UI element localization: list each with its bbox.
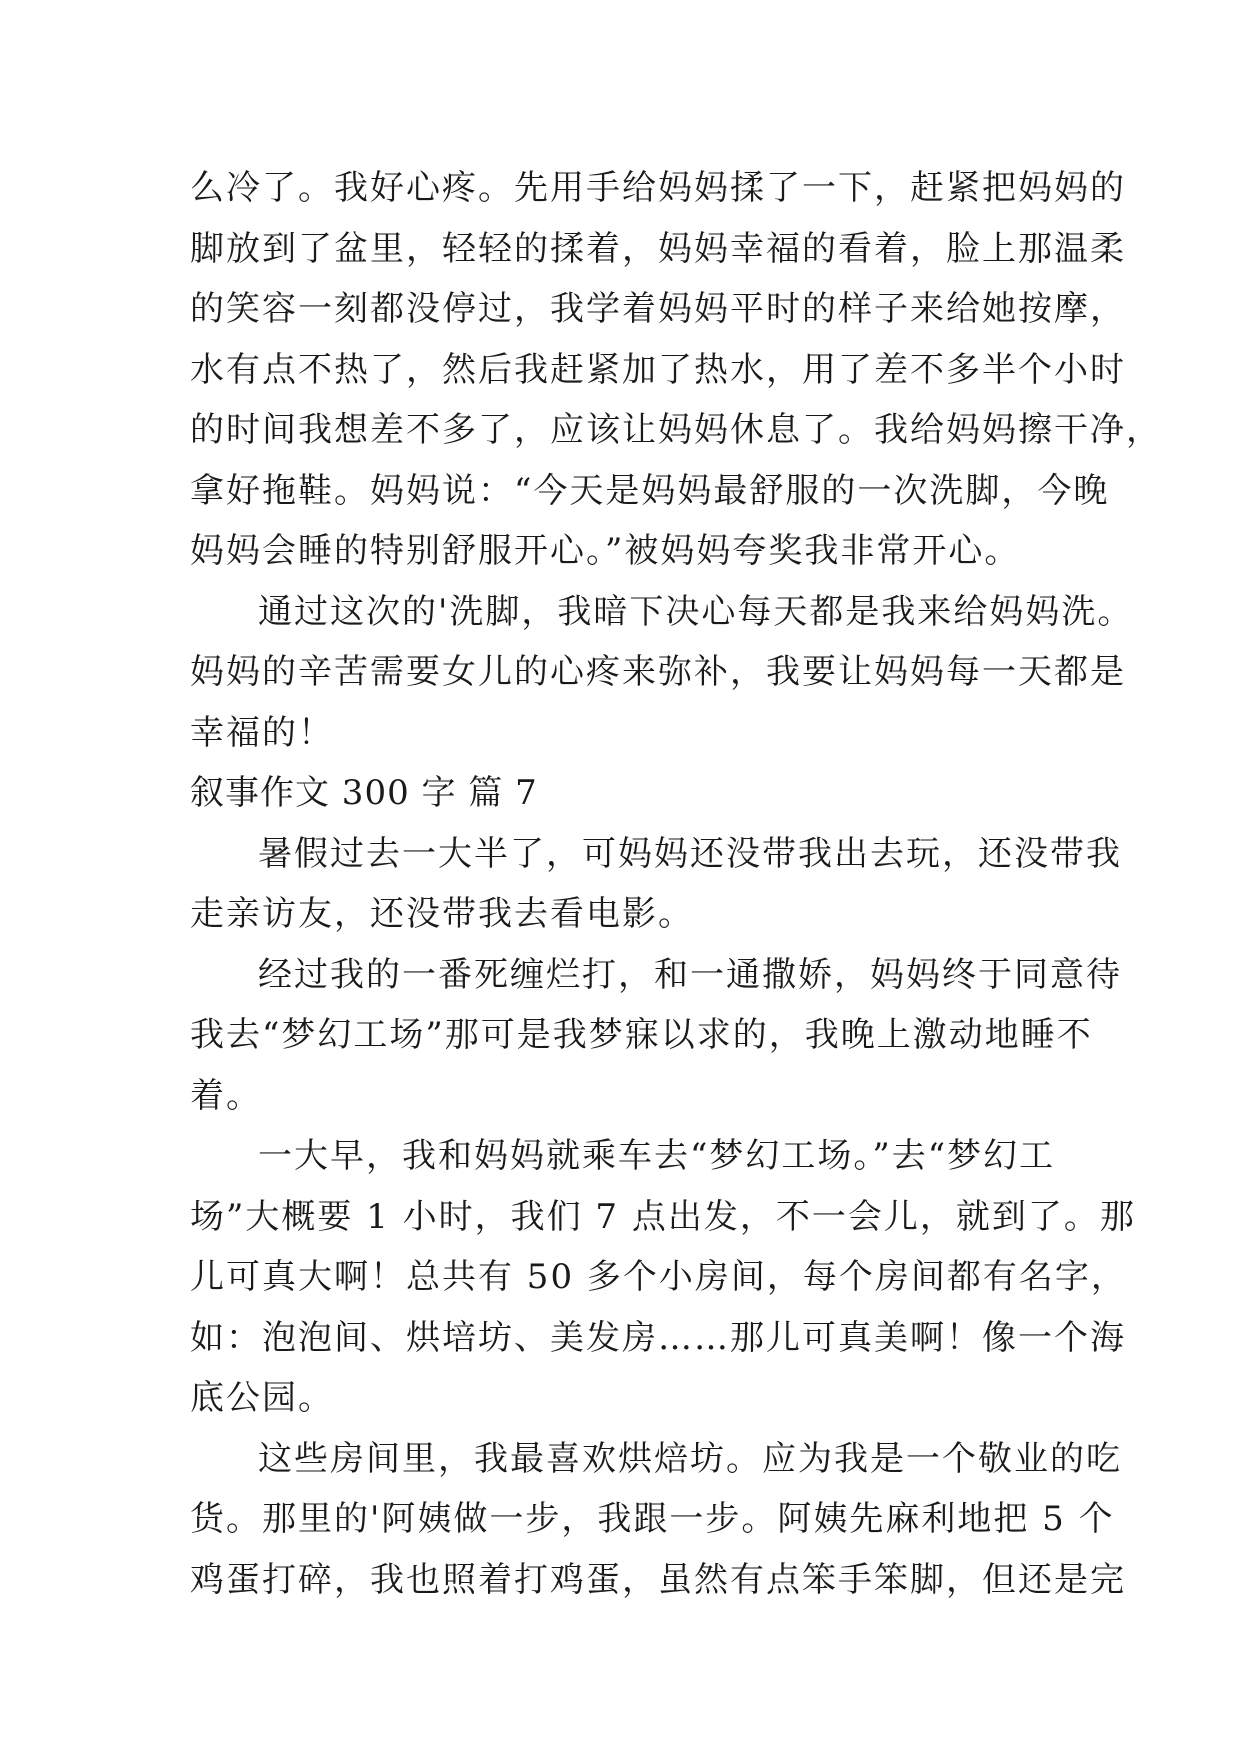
paragraph-first-line: 这些房间里，我最喜欢烘焙坊。应为我是一个敬业的吃 (258, 1438, 1122, 1479)
text-line: 我去“梦幻工场”那可是我梦寐以求的，我晚上激动地睡不 (190, 1015, 1093, 1055)
text-line: 儿可真大啊！总共有 50 多个小房间，每个房间都有名字， (190, 1257, 1127, 1297)
text-line: 鸡蛋打碎，我也照着打鸡蛋，虽然有点笨手笨脚，但还是完 (190, 1559, 1126, 1600)
text-line: 货。那里的'阿姨做一步，我跟一步。阿姨先麻利地把 5 个 (190, 1499, 1115, 1539)
text-line: 么冷了。我好心疼。先用手给妈妈揉了一下，赶紧把妈妈的 (190, 168, 1126, 208)
paragraph-first-line: 通过这次的'洗脚，我暗下决心每天都是我来给妈妈洗。 (258, 591, 1134, 632)
text-line: 场”大概要 1 小时，我们 7 点出发，不一会儿，就到了。那 (190, 1196, 1136, 1237)
text-line: 妈妈会睡的特别舒服开心。”被妈妈夸奖我非常开心。 (190, 531, 1021, 571)
section-heading: 叙事作文 300 字 篇 7 (190, 773, 538, 813)
text-line: 着。 (190, 1075, 262, 1116)
essay-body (190, 158, 1162, 1610)
text-line: 底公园。 (190, 1378, 334, 1418)
text-line: 的时间我想差不多了，应该让妈妈休息了。我给妈妈擦干净， (190, 410, 1162, 450)
text-line: 走亲访友，还没带我去看电影。 (190, 894, 694, 934)
text-line: 妈妈的辛苦需要女儿的心疼来弥补，我要让妈妈每一天都是 (190, 652, 1126, 692)
text-line: 的笑容一刻都没停过，我学着妈妈平时的样子来给她按摩， (190, 289, 1126, 329)
paragraph-first-line: 一大早，我和妈妈就乘车去“梦幻工场。”去“梦幻工 (258, 1136, 1056, 1176)
paragraph-first-line: 暑假过去一大半了，可妈妈还没带我出去玩，还没带我 (258, 833, 1122, 874)
text-line: 拿好拖鞋。妈妈说：“今天是妈妈最舒服的一次洗脚，今晚 (190, 470, 1110, 511)
text-line: 水有点不热了，然后我赶紧加了热水，用了差不多半个小时 (190, 349, 1126, 390)
text-line: 如：泡泡间、烘培坊、美发房……那儿可真美啊！像一个海 (190, 1317, 1126, 1358)
text-line: 幸福的！ (190, 712, 334, 753)
paragraph-first-line: 经过我的一番死缠烂打，和一通撒娇，妈妈终于同意待 (258, 954, 1122, 995)
text-line: 脚放到了盆里，轻轻的揉着，妈妈幸福的看着，脸上那温柔 (190, 228, 1126, 269)
